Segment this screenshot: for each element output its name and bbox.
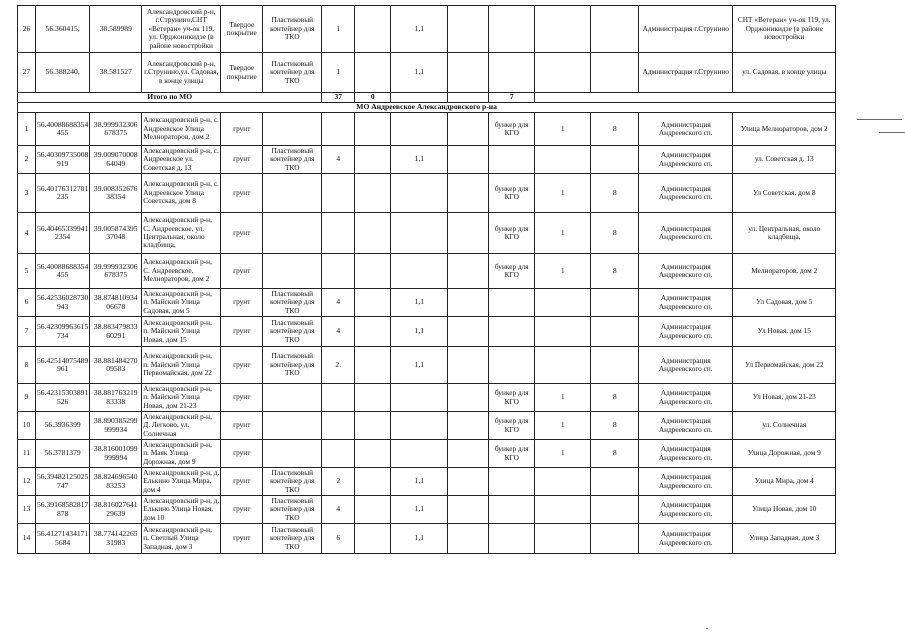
empty-cell <box>355 6 391 53</box>
empty-cell <box>448 53 489 93</box>
waste-source-cell: СНТ «Ветеран» уч-ок 119, ул. Орджоникидзе (в районе новостройки <box>733 6 836 53</box>
longitude-cell: 38.874810934 06678 <box>90 289 142 317</box>
waste-source-cell: ул. Советская д. 13 <box>733 146 836 174</box>
bunker-type-cell: бункер для КГО <box>489 254 535 289</box>
empty-cell <box>448 174 489 213</box>
empty-cell <box>535 93 836 103</box>
bunker-type-cell: бункер для КГО <box>489 113 535 146</box>
empty-cell <box>448 254 489 289</box>
row-number-cell: 1 <box>18 113 36 146</box>
empty-cell <box>391 93 448 103</box>
empty-cell <box>591 53 639 93</box>
latitude-cell: 56.360415, <box>36 6 90 53</box>
bunker-count-cell <box>535 317 591 347</box>
bunker-volume-cell <box>591 347 639 384</box>
container-count-cell: 6 <box>322 524 355 554</box>
address-cell: Александровский р-н, с. Андреевское Улица Советская, дом 8 <box>142 174 221 213</box>
longitude-cell: 38.589989 <box>90 6 142 53</box>
table-row <box>18 347 836 384</box>
empty-cell <box>448 384 489 412</box>
owner-cell: Администрация Андреевского сп. <box>639 146 733 174</box>
document-page <box>17 5 836 554</box>
owner-cell: Администрация Андреевского сп. <box>639 468 733 496</box>
row-number-cell: 5 <box>18 254 36 289</box>
empty-cell <box>355 53 391 93</box>
row-number-cell: 6 <box>18 289 36 317</box>
bunker-count-cell: 1 <box>535 213 591 254</box>
bunker-volume-cell <box>535 6 591 53</box>
bunker-volume-cell <box>591 317 639 347</box>
empty-cell <box>355 254 391 289</box>
total-row <box>18 93 836 103</box>
bunker-count-cell <box>535 146 591 174</box>
bunker-type-cell <box>489 496 535 524</box>
bunker-volume-cell: 8 <box>591 113 639 146</box>
container-count-cell <box>322 213 355 254</box>
container-count-cell: 4 <box>322 317 355 347</box>
longitude-cell: 38.883479833 60291 <box>90 317 142 347</box>
table-row <box>18 254 836 289</box>
address-cell: Александровский р-н, п. Майский Улица Новая, дом 15 <box>142 317 221 347</box>
address-cell: Александровский р-н, п. Майский Улица Первомайская, дом 22 <box>142 347 221 384</box>
bunker-volume-cell <box>535 53 591 93</box>
empty-cell <box>448 213 489 254</box>
waste-source-cell: Ул Садовая, дом 5 <box>733 289 836 317</box>
longitude-cell: 38.890385299 999934 <box>90 412 142 440</box>
bunker-volume-cell: 8 <box>591 384 639 412</box>
surface-cell: грунт <box>221 524 263 554</box>
address-cell: Александровский р-н, п. Майский Улица Новая, дом 21-23 <box>142 384 221 412</box>
address-cell: Александровский р-н, п. Маяк Улица Дорожная, дом 9 <box>142 440 221 468</box>
address-cell: Александровский р-н, г.Струнино,СНТ «Ветеран» уч-ок 119, ул. Орджоникидзе (в районе новостройки <box>142 6 221 53</box>
longitude-cell: 38.816027641 29639 <box>90 496 142 524</box>
row-number-cell: 27 <box>18 53 36 93</box>
latitude-cell: 56.3781379 <box>36 440 90 468</box>
owner-cell: Администрация Андреевского сп. <box>639 174 733 213</box>
waste-source-cell: ул. Центральная, около кладбища, <box>733 213 836 254</box>
bunker-volume-cell: 8 <box>591 412 639 440</box>
surface-cell: грунт <box>221 412 263 440</box>
empty-cell <box>448 412 489 440</box>
owner-cell: Администрация г.Струнино <box>639 6 733 53</box>
container-type-cell <box>263 254 322 289</box>
waste-source-cell: Улица Западная, дом 3 <box>733 524 836 554</box>
empty-cell <box>355 468 391 496</box>
bunker-count-cell <box>535 347 591 384</box>
container-type-cell: Пластиковый контейнер для ТКО <box>263 146 322 174</box>
container-count-cell: 2 <box>322 468 355 496</box>
longitude-cell: 38.816001099 999994 <box>90 440 142 468</box>
container-volume-cell: 1,1 <box>391 6 448 53</box>
container-volume-cell: 1,1 <box>391 468 448 496</box>
latitude-cell: 56.41271434171 5684 <box>36 524 90 554</box>
longitude-cell: 38.581527 <box>90 53 142 93</box>
bunker-type-cell: бункер для КГО <box>489 384 535 412</box>
container-type-cell <box>263 113 322 146</box>
container-type-cell <box>263 412 322 440</box>
empty-cell <box>355 347 391 384</box>
bunker-type-cell <box>489 524 535 554</box>
row-number-cell: 10 <box>18 412 36 440</box>
owner-cell: Администрация Андреевского сп. <box>639 317 733 347</box>
surface-cell: грунт <box>221 146 263 174</box>
surface-cell: грунт <box>221 468 263 496</box>
container-count-cell <box>322 113 355 146</box>
container-count-cell: 4 <box>322 496 355 524</box>
container-volume-cell: 1,1 <box>391 53 448 93</box>
bunker-volume-cell <box>591 524 639 554</box>
empty-cell <box>448 146 489 174</box>
table-row <box>18 213 836 254</box>
longitude-cell: 38.881763219 83338 <box>90 384 142 412</box>
container-volume-cell: 1,1 <box>391 317 448 347</box>
container-volume-cell <box>391 174 448 213</box>
empty-cell <box>448 524 489 554</box>
surface-cell: грунт <box>221 496 263 524</box>
empty-cell <box>355 496 391 524</box>
container-type-cell: Пластиковый контейнер для ТКО <box>263 317 322 347</box>
row-number-cell: 4 <box>18 213 36 254</box>
table-row <box>18 468 836 496</box>
container-volume-cell <box>391 254 448 289</box>
row-number-cell: 13 <box>18 496 36 524</box>
empty-cell <box>448 468 489 496</box>
row-number-cell: 14 <box>18 524 36 554</box>
surface-cell: грунт <box>221 440 263 468</box>
empty-cell <box>448 93 489 103</box>
container-type-cell: Пластиковый контейнер для ТКО <box>263 496 322 524</box>
row-number-cell: 7 <box>18 317 36 347</box>
row-number-cell: 26 <box>18 6 36 53</box>
container-count-cell <box>322 384 355 412</box>
empty-cell <box>448 317 489 347</box>
surface-cell: грунт <box>221 113 263 146</box>
container-volume-cell: 1,1 <box>391 146 448 174</box>
empty-cell <box>448 347 489 384</box>
longitude-cell: 38.824696540 83253 <box>90 468 142 496</box>
bunker-volume-cell: 8 <box>591 174 639 213</box>
container-type-cell <box>263 174 322 213</box>
waste-source-cell: Ул Новая, дом 15 <box>733 317 836 347</box>
owner-cell: Администрация Андреевского сп. <box>639 524 733 554</box>
bunker-count-cell: 1 <box>535 384 591 412</box>
table-row <box>18 174 836 213</box>
address-cell: Александровский р-н, п. Светлый Улица Западная, дом 3 <box>142 524 221 554</box>
container-count-cell <box>322 254 355 289</box>
waste-source-cell: ул. Солнечная <box>733 412 836 440</box>
table-row <box>18 412 836 440</box>
total-label: Итого по МО <box>18 93 322 103</box>
empty-cell <box>355 317 391 347</box>
empty-cell <box>355 440 391 468</box>
empty-cell <box>448 6 489 53</box>
bunker-type-cell <box>489 317 535 347</box>
table-row <box>18 6 836 53</box>
bunker-volume-cell <box>591 146 639 174</box>
container-type-cell <box>263 384 322 412</box>
bunker-count-cell <box>535 289 591 317</box>
surface-cell: грунт <box>221 289 263 317</box>
container-count-cell: 4 <box>322 289 355 317</box>
longitude-cell: 38.999932306 678375 <box>90 113 142 146</box>
waste-source-cell: ул. Садовая, в конце улицы <box>733 53 836 93</box>
owner-cell: Администрация Андреевского сп. <box>639 496 733 524</box>
surface-cell: грунт <box>221 174 263 213</box>
latitude-cell: 56.42536028730 943 <box>36 289 90 317</box>
bunker-type-cell: бункер для КГО <box>489 213 535 254</box>
latitude-cell: 56.42309963615 734 <box>36 317 90 347</box>
bunker-type-cell <box>489 347 535 384</box>
container-type-cell: Пластиковый контейнер для ТКО <box>263 524 322 554</box>
address-cell: Александровский р-н, д. Елькино Улица Новая, дом 10 <box>143 495 220 522</box>
table-row <box>18 146 836 174</box>
latitude-cell: 56.388240, <box>36 53 90 93</box>
latitude-cell: 56.40309735008 919 <box>36 146 90 174</box>
longitude-cell: 39.008352676 38354 <box>90 174 142 213</box>
row-number-cell: 12 <box>18 468 36 496</box>
bunker-type-cell <box>489 468 535 496</box>
address-cell: Александровский р-н, с. Андреевское ул. Советская д. 13 <box>143 145 219 172</box>
empty-cell <box>591 6 639 53</box>
row-number-cell: 9 <box>18 384 36 412</box>
empty-cell <box>448 440 489 468</box>
container-count-cell <box>322 440 355 468</box>
container-volume-cell <box>391 113 448 146</box>
owner-cell: Администрация Андреевского сп. <box>639 384 733 412</box>
bunker-type-cell: бункер для КГО <box>489 412 535 440</box>
waste-sites-table <box>17 5 836 554</box>
empty-cell <box>355 384 391 412</box>
owner-cell: Администрация Андреевского сп. <box>639 254 733 289</box>
container-volume-cell <box>391 384 448 412</box>
container-count-cell: 4 <box>322 146 355 174</box>
bunker-type-cell: бункер для КГО <box>489 440 535 468</box>
latitude-cell: 56.39168582817 878 <box>36 496 90 524</box>
container-type-cell: Пластиковый контейнер для ТКО <box>263 347 322 384</box>
latitude-cell: 56.42514075489 961 <box>36 347 90 384</box>
container-volume-cell: 1,1 <box>391 289 448 317</box>
total-zero-value: 0 <box>355 93 391 103</box>
bunker-volume-cell: 8 <box>591 254 639 289</box>
surface-cell: грунт <box>221 347 263 384</box>
waste-source-cell: Ул Новая, дом 21-23 <box>733 384 836 412</box>
longitude-cell: 38.881484270 09583 <box>90 347 142 384</box>
bunker-type-cell <box>489 146 535 174</box>
waste-source-cell: Ул Первомайская, дом 22 <box>733 347 836 384</box>
address-cell: Александровский р-н, с. Андреевское Улица Мелнораторов, дом 2 <box>142 113 221 146</box>
bunker-count-cell <box>489 53 535 93</box>
surface-cell: грунт <box>221 317 263 347</box>
table-row <box>18 524 836 554</box>
empty-cell <box>355 289 391 317</box>
waste-source-cell: Улица Новая, дом 10 <box>733 496 836 524</box>
surface-cell: Твердое покрытие <box>221 6 263 53</box>
address-cell: Александровский р-н, С. Андреевское, Мелнораторов, дом 2 <box>142 254 221 289</box>
scan-speck <box>706 628 708 629</box>
longitude-cell: 39.999932306 678375 <box>90 254 142 289</box>
bunker-count-cell <box>535 524 591 554</box>
owner-cell: Администрация г.Струнино <box>639 53 733 93</box>
longitude-cell: 39.009070008 64049 <box>90 146 142 174</box>
section-header-row <box>18 103 836 113</box>
owner-cell: Администрация Андреевского сп. <box>639 347 733 384</box>
row-number-cell: 8 <box>18 347 36 384</box>
address-cell: Александровский р-н, г.Струнино,ул. Садовая, в конце улицы <box>142 53 221 93</box>
container-type-cell: Пластиковый контейнер для ТКО <box>263 6 322 53</box>
container-volume-cell: 1,1 <box>391 347 448 384</box>
container-volume-cell <box>391 412 448 440</box>
bunker-count-cell: 1 <box>535 254 591 289</box>
empty-cell <box>355 146 391 174</box>
bunker-count-cell: 1 <box>535 113 591 146</box>
surface-cell: грунт <box>221 213 263 254</box>
bunker-count-cell <box>535 468 591 496</box>
bunker-volume-cell: 8 <box>591 440 639 468</box>
owner-cell: Администрация Андреевского сп. <box>639 440 733 468</box>
container-count-cell <box>322 174 355 213</box>
bunker-count-cell: 1 <box>535 412 591 440</box>
bunker-volume-cell <box>591 289 639 317</box>
container-volume-cell: 1,1 <box>391 496 448 524</box>
section-title: МО Андреевское Александровского р-на <box>18 103 836 113</box>
container-type-cell: Пластиковый контейнер для ТКО <box>263 468 322 496</box>
table-row <box>18 496 836 524</box>
container-type-cell: Пластиковый контейнер для ТКО <box>263 289 322 317</box>
waste-source-cell: Ул Советская, дом 8 <box>733 174 836 213</box>
bunker-count-cell: 1 <box>535 440 591 468</box>
bunker-volume-cell <box>591 468 639 496</box>
empty-cell <box>355 174 391 213</box>
bunker-type-cell: бункер для КГО <box>489 174 535 213</box>
owner-cell: Администрация Андреевского сп. <box>639 289 733 317</box>
bunker-count-cell <box>489 6 535 53</box>
waste-source-cell: Мелнораторов, дом 2 <box>733 254 836 289</box>
bunker-type-cell <box>489 289 535 317</box>
stray-line <box>879 132 905 133</box>
address-cell: Александровский р-н, п. Майский Улица Садовая, дом 5 <box>142 289 221 317</box>
container-volume-cell: 1,1 <box>391 524 448 554</box>
container-count-cell <box>322 412 355 440</box>
address-cell: Александровский р-н, д. Елькино Улица Мира, дом 4 <box>143 467 220 494</box>
latitude-cell: 56.40088688354 455 <box>36 113 90 146</box>
latitude-cell: 56.40176312701 235 <box>36 174 90 213</box>
container-volume-cell <box>391 440 448 468</box>
container-type-cell: Пластиковый контейнер для ТКО <box>263 53 322 93</box>
table-row <box>18 384 836 412</box>
surface-cell: грунт <box>221 254 263 289</box>
bunker-volume-cell <box>591 496 639 524</box>
table-row <box>18 113 836 146</box>
latitude-cell: 56.40465339941 2354 <box>36 213 90 254</box>
surface-cell: грунт <box>221 384 263 412</box>
table-row <box>18 317 836 347</box>
waste-source-cell: Улица Дорожная, дом 9 <box>733 440 836 468</box>
waste-source-cell: Улица Мелнораторов, дом 2 <box>733 113 836 146</box>
table-row <box>18 440 836 468</box>
bunker-count-cell: 1 <box>535 174 591 213</box>
owner-cell: Администрация Андреевского сп. <box>639 412 733 440</box>
latitude-cell: 56.40088688354 455 <box>36 254 90 289</box>
container-count-cell: 1 <box>322 53 355 93</box>
address-cell: Александровский р-н, С. Андреевское, ул. Центральная, около кладбища, <box>142 213 221 254</box>
row-number-cell: 2 <box>18 146 36 174</box>
empty-cell <box>448 289 489 317</box>
container-count-cell: 2. <box>322 347 355 384</box>
container-count-cell: 1 <box>322 6 355 53</box>
bunker-volume-cell: 8 <box>591 213 639 254</box>
latitude-cell: 56.3936399 <box>36 412 90 440</box>
empty-cell <box>355 412 391 440</box>
container-type-cell <box>263 440 322 468</box>
row-number-cell: 11 <box>18 440 36 468</box>
waste-source-cell: Улица Мира, дом 4 <box>733 468 836 496</box>
total-bunker-count: 7 <box>489 93 535 103</box>
table-row <box>18 289 836 317</box>
bunker-count-cell <box>535 496 591 524</box>
empty-cell <box>448 496 489 524</box>
table-row <box>18 53 836 93</box>
address-cell: Александровский р-н, Д. Легково, ул. Солнечная <box>142 412 221 440</box>
latitude-cell: 56.42315303891 526 <box>36 384 90 412</box>
stray-line <box>857 119 902 120</box>
longitude-cell: 38.774142265 31983 <box>90 524 142 554</box>
longitude-cell: 39.005874395 37048 <box>90 213 142 254</box>
empty-cell <box>448 113 489 146</box>
surface-cell: Твердое покрытие <box>221 53 263 93</box>
total-container-count: 37 <box>322 93 355 103</box>
container-volume-cell <box>391 213 448 254</box>
owner-cell: Администрация Андреевского сп. <box>639 113 733 146</box>
latitude-cell: 56.39482125025 747 <box>36 468 90 496</box>
empty-cell <box>355 113 391 146</box>
row-number-cell: 3 <box>18 174 36 213</box>
empty-cell <box>355 524 391 554</box>
container-type-cell <box>263 213 322 254</box>
empty-cell <box>355 213 391 254</box>
owner-cell: Администрация Андреевского сп. <box>639 213 733 254</box>
